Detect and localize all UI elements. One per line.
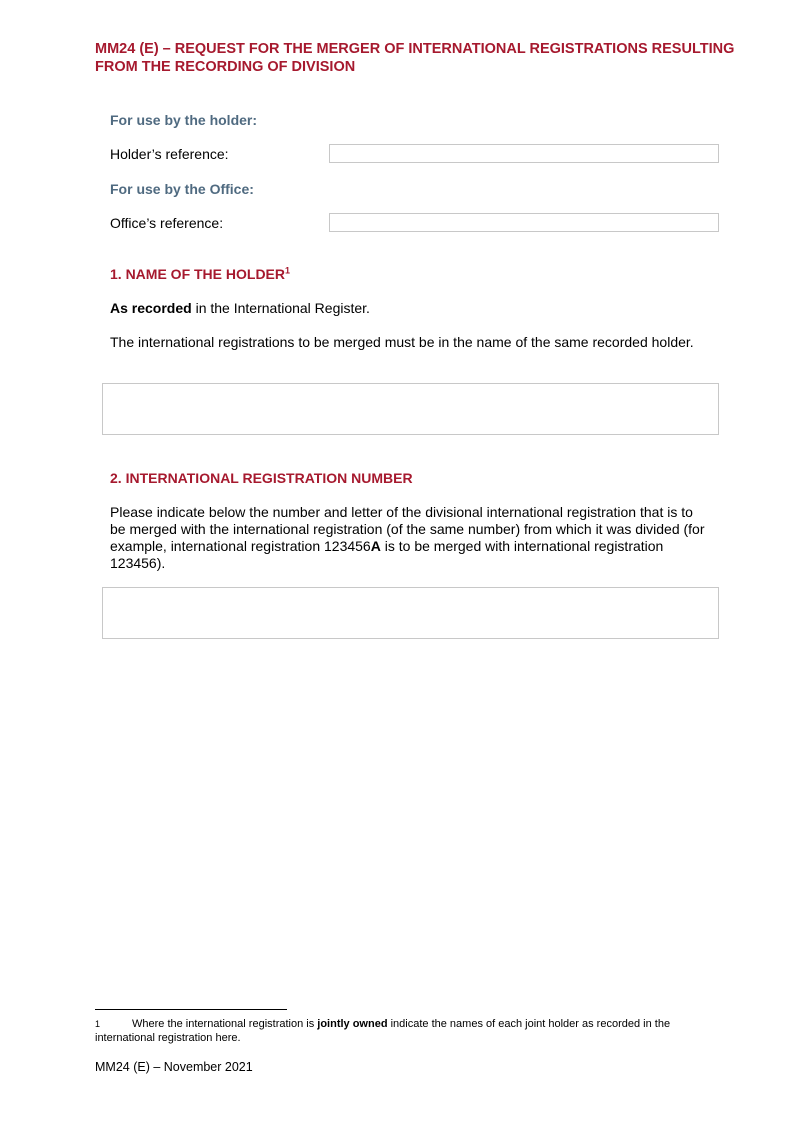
as-recorded-rest: in the International Register. — [191, 300, 370, 316]
holder-use-heading: For use by the holder: — [110, 112, 258, 128]
section-2-text-2: is to be merged with international registration 123456). — [110, 538, 664, 571]
holder-reference-label: Holder’s reference: — [110, 146, 229, 162]
section-1-paragraph-1 — [110, 300, 710, 317]
form-title: MM24 (E) – REQUEST FOR THE MERGER OF INTERNATIONAL REGISTRATIONS RESULTING FROM THE RECORDING OF DIVISION — [95, 41, 735, 75]
footnote-mark: 1 — [95, 1019, 101, 1029]
holder-name-field[interactable] — [102, 383, 719, 435]
section-2-text-1: Please indicate below the number and letter of the divisional international registration that is to be merged with the international registration (of the same number) from which it was divided (for example, international registration 123456 — [110, 504, 705, 554]
section-1-title: 1. NAME OF THE HOLDER — [110, 266, 286, 282]
footnote-text-1: Where the international registration is — [132, 1018, 318, 1030]
section-1-paragraph-2: The international registrations to be merged must be in the name of the same recorded holder. — [110, 334, 694, 350]
office-reference-input[interactable] — [329, 213, 719, 232]
page-footer: MM24 (E) – November 2021 — [95, 1060, 253, 1074]
footnote — [95, 1017, 705, 1045]
registration-number-field[interactable] — [102, 587, 719, 639]
as-recorded-bold: As recorded — [110, 300, 192, 316]
section-2-heading: 2. INTERNATIONAL REGISTRATION NUMBER — [110, 470, 413, 486]
footnote-bold: jointly owned — [317, 1018, 388, 1030]
footnote-reference: 1 — [285, 265, 291, 276]
holder-reference-input[interactable] — [329, 144, 719, 163]
section-2-paragraph — [110, 504, 710, 572]
section-1-heading — [110, 266, 290, 282]
footnote-separator — [95, 1009, 287, 1010]
office-reference-label: Office’s reference: — [110, 215, 224, 231]
office-use-heading: For use by the Office: — [110, 181, 254, 197]
section-2-bold-letter: A — [370, 538, 381, 554]
footnote-text-2: indicate the names of each joint holder as recorded in the international registration here. — [95, 1018, 671, 1044]
